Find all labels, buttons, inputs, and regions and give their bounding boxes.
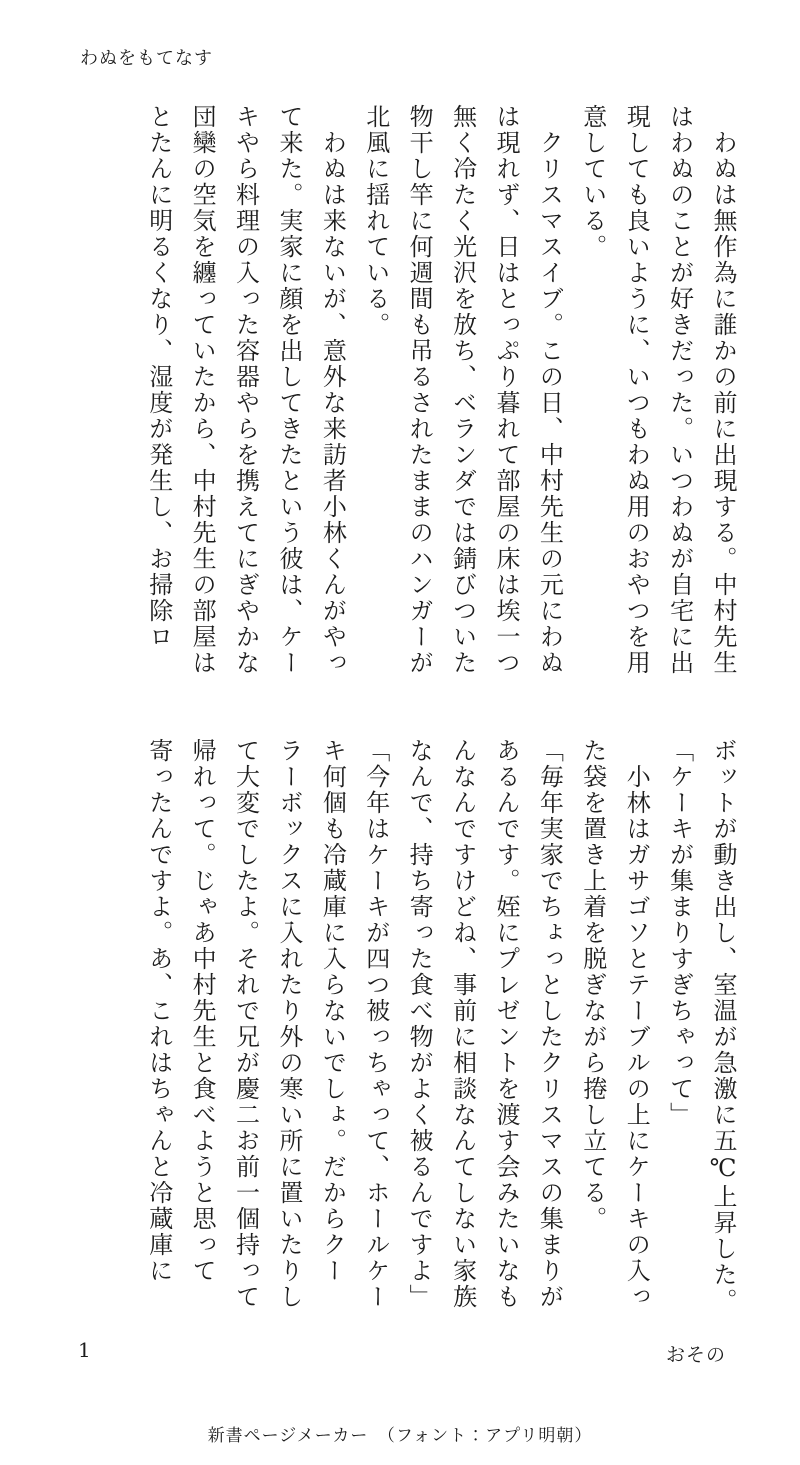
text-column: キやら料理の入った容器やらを携えてにぎやかな — [231, 104, 260, 676]
text-column: んなんですけどね、事前に相談なんてしない家族 — [448, 738, 477, 1310]
text-column: あるんです。姪にプレゼントを渡す会みたいなも — [491, 738, 520, 1310]
text-column: 「毎年実家でちょっとしたクリスマスの集まりが — [535, 738, 564, 1310]
text-column: 北風に揺れている。 — [361, 104, 390, 338]
text-column: た袋を置き上着を脱ぎながら捲し立てる。 — [578, 738, 607, 1232]
text-column: 寄ったんですよ。あ、これはちゃんと冷蔵庫に — [144, 738, 173, 1284]
page-number: 1 — [78, 1338, 91, 1362]
text-column: わぬは無作為に誰かの前に出現する。中村先生 — [709, 104, 737, 676]
text-column: なんで、持ち寄った食べ物がよく被るんですよ」 — [405, 738, 434, 1310]
text-column: 小林はガサゴソとテーブルの上にケーキの入っ — [622, 738, 651, 1310]
text-column: クリスマスイブ。この日、中村先生の元にわぬ — [535, 104, 564, 676]
text-column: キ何個も冷蔵庫に入らないでしょ。だからクー — [318, 738, 347, 1284]
text-column: て大変でしたよ。それで兄が慶二お前一個持って — [231, 738, 260, 1310]
text-column: 「今年はケーキが四つ被っちゃって、ホールケー — [361, 738, 390, 1310]
text-column: 「ケーキが集まりすぎちゃって」 — [665, 738, 694, 1128]
running-head-title: わぬをもてなす — [80, 48, 213, 69]
text-column: 団欒の空気を纏っていたから、中村先生の部屋は — [188, 104, 217, 676]
generator-caption: 新書ページメーカー （フォント：アプリ明朝） — [207, 1426, 593, 1446]
text-block-top — [136, 104, 744, 704]
text-column: わぬは来ないが、意外な来訪者小林くんがやっ — [318, 104, 347, 676]
text-column: 帰れって。じゃあ中村先生と食べようと思って — [188, 738, 217, 1284]
text-column: は現れず、日はとっぷり暮れて部屋の床は埃一つ — [491, 104, 520, 676]
text-column: 物干し竿に何週間も吊るされたままのハンガーが — [405, 104, 434, 676]
text-column: とたんに明るくなり、湿度が発生し、お掃除ロ — [144, 104, 173, 650]
author-name: おその — [665, 1344, 726, 1366]
text-column: 無く冷たく光沢を放ち、ベランダでは錆びついた — [448, 104, 477, 676]
text-column: はわぬのことが好きだった。いつわぬが自宅に出 — [665, 104, 694, 676]
text-column: 現しても良いように、いつもわぬ用のおやつを用 — [622, 104, 651, 676]
text-column: ラーボックスに入れたり外の寒い所に置いたりし — [274, 738, 303, 1310]
text-column: ボットが動き出し、室温が急激に五℃上昇した。 — [709, 738, 737, 1314]
text-block-bottom — [136, 738, 744, 1338]
text-column: て来た。実家に顔を出してきたという彼は、ケー — [274, 104, 303, 676]
text-column: 意している。 — [578, 104, 607, 260]
